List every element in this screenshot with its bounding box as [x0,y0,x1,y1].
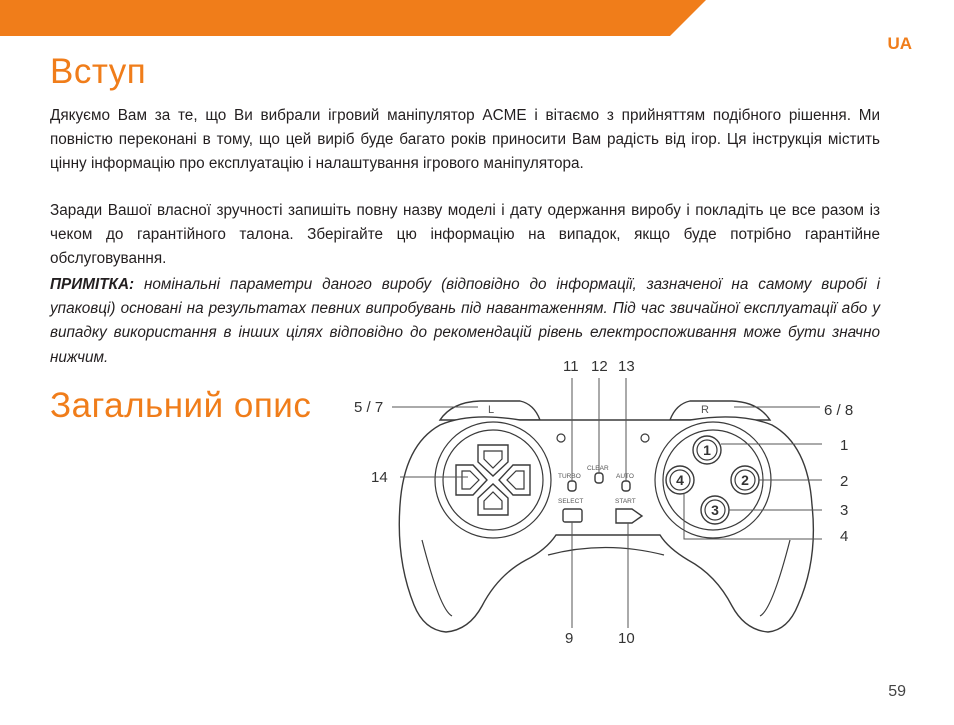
svg-text:3: 3 [711,502,719,518]
action-button-3[interactable] [701,496,729,524]
auto-label: AUTO [616,473,634,480]
callout-9: 9 [565,630,574,647]
select-button[interactable] [563,509,582,522]
callout-12: 12 [591,358,608,375]
auto-button[interactable] [622,481,630,491]
general-description-heading: Загальний опис [50,386,312,425]
callout-3: 3 [840,502,849,519]
callout-4: 4 [840,528,849,545]
svg-text:4: 4 [676,472,684,488]
page-number: 59 [888,683,906,700]
callout-5-7: 5 / 7 [354,399,384,416]
turbo-label: TURBO [558,473,581,480]
intro-paragraph-1: Дякуємо Вам за те, що Ви вибрали ігровий маніпулятор ACME і вітаємо з прийняттям подібного рішення. Ми повністю переконані в тому, що цей виріб буде багато років приносити Вам радість від ігор. Ця інструкція містить цінну інформацію про експлуатацію і налаштування ігрового маніпулятора. [50,107,880,173]
callout-13: 13 [618,358,635,375]
center-arch [548,548,664,556]
svg-text:1: 1 [703,442,711,458]
language-code: UA [887,34,912,53]
callout-6-8: 6 / 8 [824,402,854,419]
action-button-4[interactable] [666,466,694,494]
svg-text:2: 2 [741,472,749,488]
callout-10: 10 [618,630,635,647]
callout-11: 11 [563,358,579,375]
action-button-2[interactable] [731,466,759,494]
callout-2: 2 [840,473,849,490]
callout-1: 1 [840,437,849,454]
intro-paragraph-2: Заради Вашої власної зручності запишіть повну назву моделі і дату одержання виробу і покладіть це все разом із чеком до гарантійного талона. Зберігайте цю інформацію на випадок, якщо буде потрібно гарантійне обслуговування. [50,202,880,268]
select-label: SELECT [558,498,584,505]
clear-label: CLEAR [587,465,609,472]
note-label: ПРИМІТКА: [50,276,135,293]
action-button-1[interactable] [693,436,721,464]
gamepad-body [399,417,813,632]
start-label: START [615,498,636,505]
callout-14: 14 [371,469,388,486]
clear-button[interactable] [595,473,603,483]
note-text: номінальні параметри даного виробу (відповідно до інформації, зазначеної на самому виробі і упаковці) основані на результатах певних випробувань під навантаженням. Під час звичайної експлуатації або у випадку використання в інших цілях відповідно до рекомендацій рівень електроспоживання може бути значно нижчим. [50,276,880,366]
shoulder-r-label: R [701,404,709,416]
intro-heading: Вступ [50,52,147,91]
shoulder-l-label: L [488,404,495,416]
gamepad-diagram [340,352,880,652]
header-accent-bar [0,0,954,36]
turbo-button[interactable] [568,481,576,491]
